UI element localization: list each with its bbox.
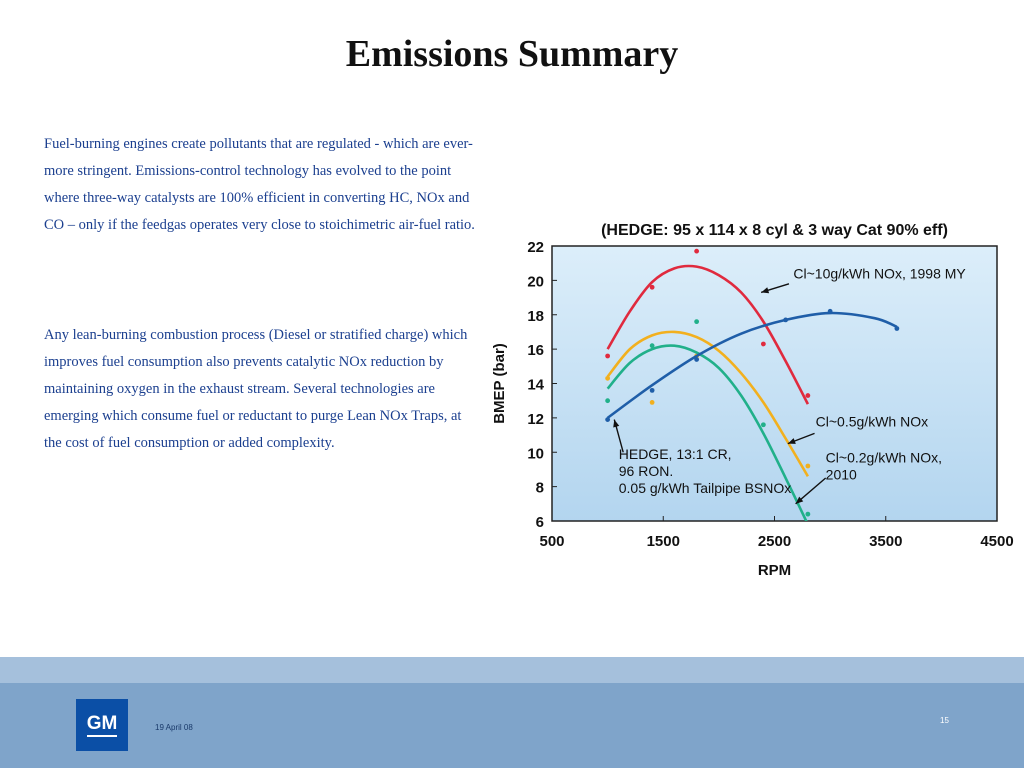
- annotation-text: Cl~0.5g/kWh NOx: [815, 413, 929, 430]
- logo-underline: [87, 735, 117, 737]
- y-tick-label: 18: [527, 307, 544, 325]
- x-tick-label: 3500: [869, 533, 903, 550]
- y-tick-label: 14: [527, 376, 544, 394]
- footer-date: 19 April 08: [155, 723, 193, 732]
- x-tick-label: 4500: [980, 533, 1014, 550]
- chart-title: (HEDGE: 95 x 114 x 8 cyl & 3 way Cat 90% eff): [601, 222, 948, 239]
- data-point: [783, 318, 788, 323]
- data-point: [650, 343, 655, 348]
- data-point: [605, 354, 610, 359]
- data-point: [605, 398, 610, 403]
- y-tick-label: 12: [527, 410, 544, 428]
- y-tick-label: 16: [527, 342, 544, 360]
- data-point: [605, 417, 610, 422]
- data-point: [805, 393, 810, 398]
- data-point: [805, 464, 810, 469]
- data-point: [650, 285, 655, 290]
- annotation-text: Cl~0.2g/kWh NOx,: [825, 449, 943, 466]
- x-tick-label: 1500: [646, 533, 680, 550]
- y-tick-label: 20: [527, 273, 544, 291]
- y-tick-label: 10: [527, 445, 544, 463]
- x-tick-label: 500: [539, 533, 565, 550]
- y-axis-label: BMEP (bar): [491, 343, 508, 424]
- data-point: [605, 376, 610, 381]
- annotation-text: 2010: [825, 466, 857, 483]
- data-point: [650, 388, 655, 393]
- gm-logo: GM: [76, 699, 128, 751]
- y-tick-label: 22: [527, 239, 544, 256]
- slide-title: Emissions Summary: [345, 33, 679, 75]
- data-point: [805, 512, 810, 517]
- data-point: [694, 357, 699, 362]
- page-number: 15: [940, 716, 949, 725]
- annotation-text: HEDGE, 13:1 CR,: [618, 446, 732, 463]
- data-point: [761, 422, 766, 427]
- data-point: [650, 400, 655, 405]
- y-tick-label: 8: [535, 479, 544, 497]
- annotation-text: 0.05 g/kWh Tailpipe BSNOx: [618, 480, 792, 497]
- x-tick-label: 2500: [757, 533, 792, 550]
- data-point: [894, 326, 899, 331]
- data-point: [694, 249, 699, 254]
- x-axis-label: RPM: [757, 562, 792, 579]
- body-paragraph-1: Fuel-burning engines create pollutants that are regulated - which are ever-more stringent. Emissions-control technology has evolved to the point where three-way catalysts are 100% efficient in converting HC, NOx and CO – only if the feedgas operates very close to stoichimetric air-fuel ratio.: [44, 136, 475, 233]
- chart-svg: [480, 210, 1024, 585]
- data-point: [694, 319, 699, 324]
- data-point: [828, 309, 833, 314]
- y-tick-label: 6: [535, 514, 544, 531]
- annotation-text: 96 RON.: [618, 463, 674, 480]
- body-paragraph-2: Any lean-burning combustion process (Diesel or stratified charge) which improves fuel consumption also prevents catalytic NOx reduction by maintaining oxygen in the exhaust stream. Several technologies are emerging which consume fuel or reductant to purge Lean NOx Traps, at the cost of fuel consumption or added complexity.: [44, 327, 468, 451]
- bmep-rpm-chart: [480, 210, 1024, 585]
- footer-stripe: [0, 657, 1024, 683]
- data-point: [761, 342, 766, 347]
- annotation-text: Cl~10g/kWh NOx, 1998 MY: [793, 265, 966, 282]
